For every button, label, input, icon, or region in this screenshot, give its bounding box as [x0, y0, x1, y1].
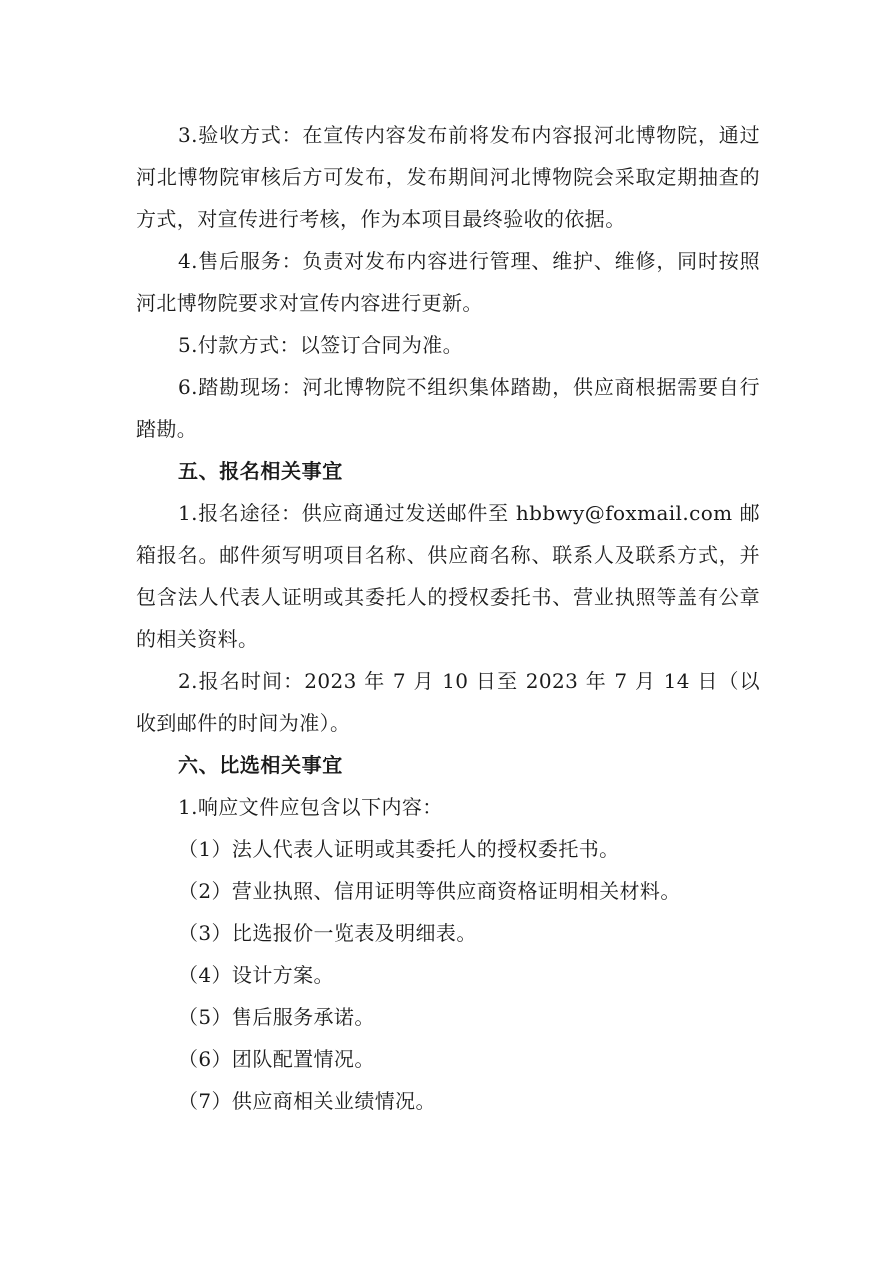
section-heading-registration: 五、报名相关事宜	[178, 459, 343, 483]
list-item: （5）售后服务承诺。	[178, 1005, 375, 1029]
paragraph-acceptance: 3.验收方式：在宣传内容发布前将发布内容报河北博物院，通过河北博物院审核后方可发布，发布期间河北博物院会采取定期抽查的方式，对宣传进行考核，作为本项目最终验收的依据。	[136, 123, 760, 231]
list-item: （6）团队配置情况。	[178, 1047, 375, 1071]
list-item: （7）供应商相关业绩情况。	[178, 1089, 436, 1113]
section-heading-selection: 六、比选相关事宜	[178, 753, 343, 777]
list-item: （4）设计方案。	[178, 963, 334, 987]
document-page	[136, 114, 760, 1122]
paragraph-response-docs-intro: 1.响应文件应包含以下内容：	[178, 795, 443, 819]
paragraph-registration-time: 2.报名时间：2023 年 7 月 10 日至 2023 年 7 月 14 日（以收到邮件的时间为准）。	[136, 669, 760, 735]
paragraph-site-survey: 6.踏勘现场：河北博物院不组织集体踏勘，供应商根据需要自行踏勘。	[136, 375, 760, 441]
paragraph-registration-method: 1.报名途径：供应商通过发送邮件至 hbbwy@foxmail.com 邮箱报名。邮件须写明项目名称、供应商名称、联系人及联系方式，并包含法人代表人证明或其委托人的授权委托书、营业执照等盖有公章的相关资料。	[136, 501, 760, 651]
list-item: （3）比选报价一览表及明细表。	[178, 921, 477, 945]
paragraph-payment: 5.付款方式：以签订合同为准。	[178, 333, 464, 357]
list-item: （1）法人代表人证明或其委托人的授权委托书。	[178, 837, 620, 861]
paragraph-after-sales: 4.售后服务：负责对发布内容进行管理、维护、维修，同时按照河北博物院要求对宣传内容进行更新。	[136, 249, 760, 315]
list-item: （2）营业执照、信用证明等供应商资格证明相关材料。	[178, 879, 681, 903]
